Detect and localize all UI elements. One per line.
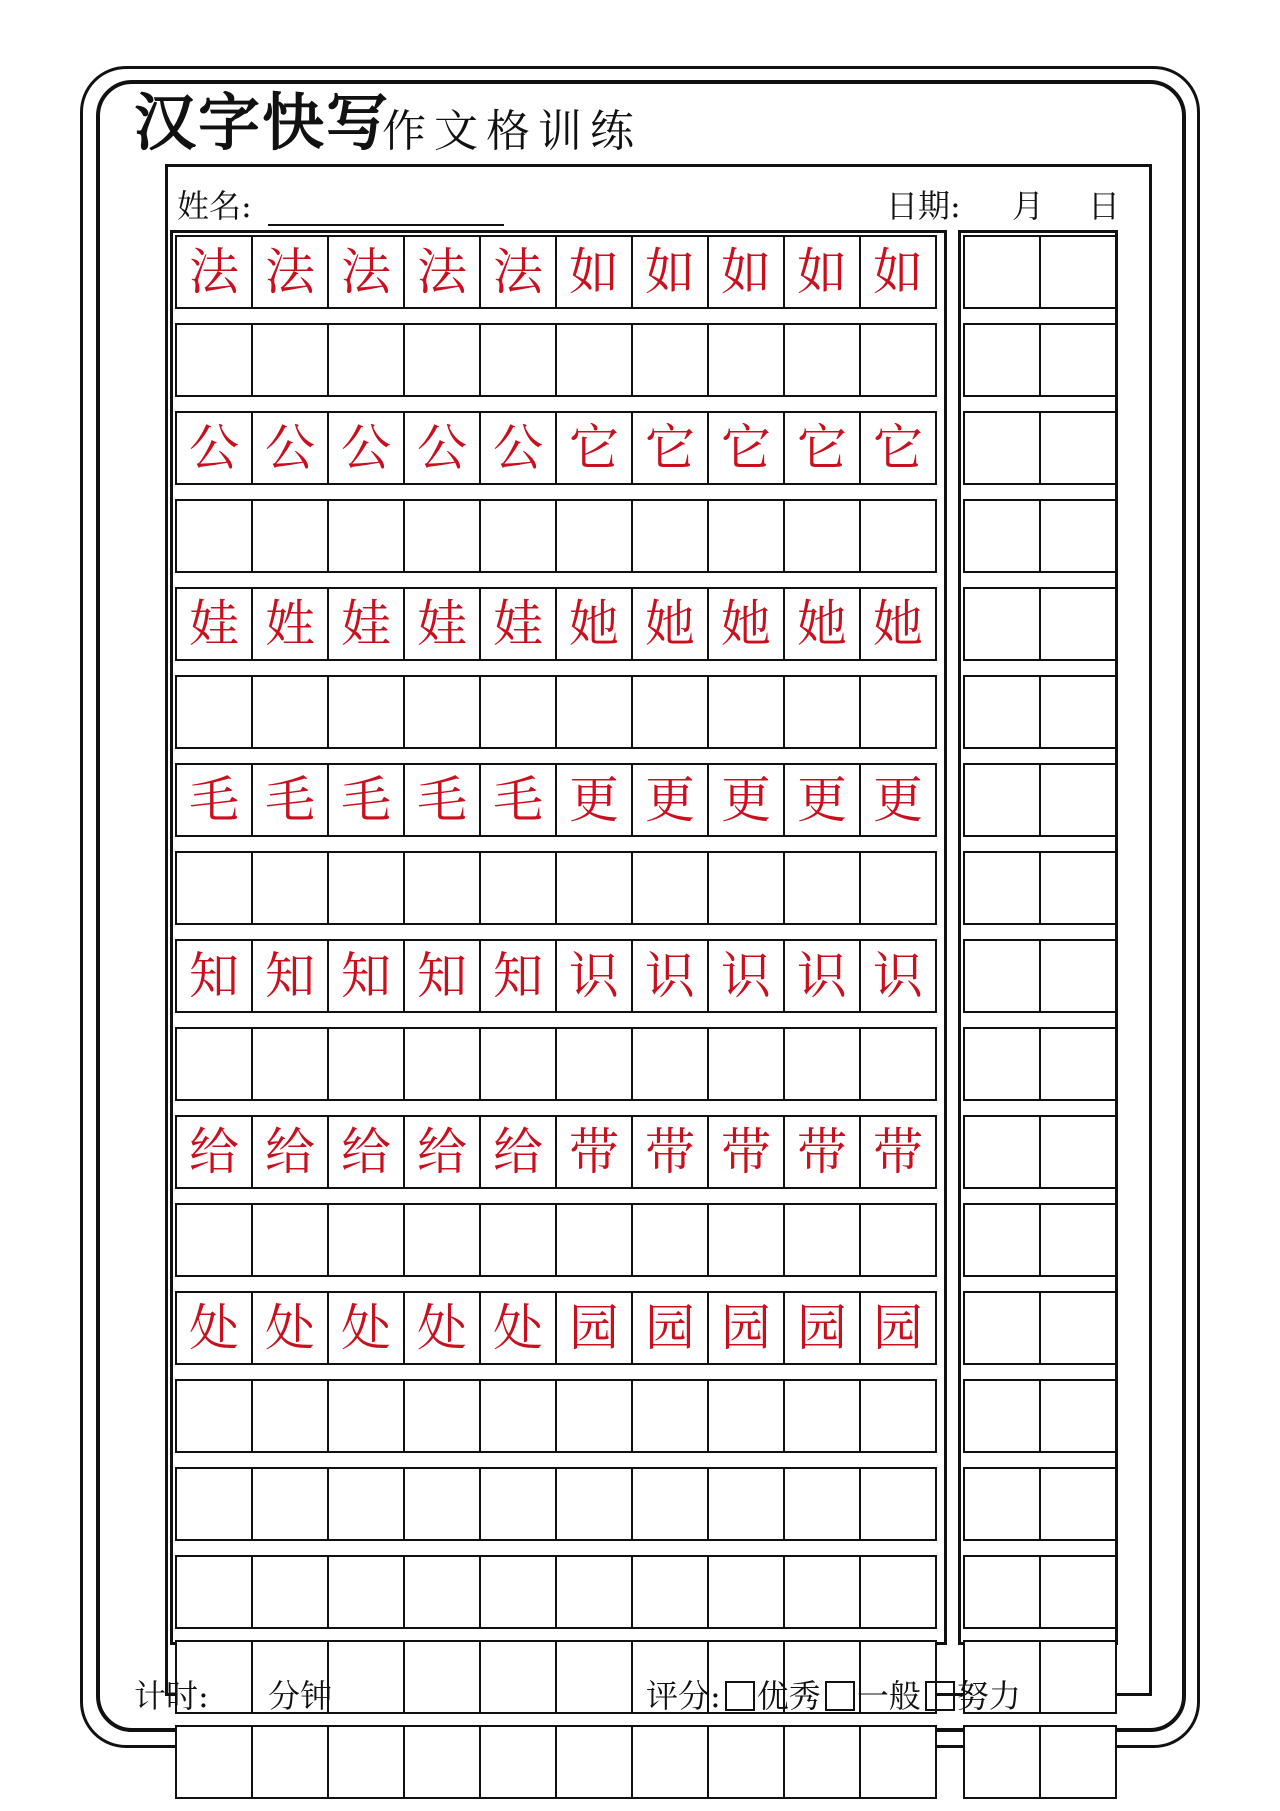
practice-char-cell: 法 [403, 235, 481, 309]
blank-writing-cell [327, 1725, 405, 1799]
practice-char-cell: 她 [783, 587, 861, 661]
blank-writing-cell [707, 1725, 785, 1799]
practice-char-cell: 更 [707, 763, 785, 837]
practice-char-cell: 如 [859, 235, 937, 309]
blank-writing-cell [631, 1555, 709, 1629]
blank-writing-cell [327, 1640, 405, 1714]
side-writing-cell [1039, 1291, 1117, 1365]
practice-char-cell: 处 [479, 1291, 557, 1365]
score-area [646, 1677, 1021, 1715]
practice-char-cell: 公 [403, 411, 481, 485]
blank-writing-cell [631, 1467, 709, 1541]
blank-writing-cell [859, 1203, 937, 1277]
side-writing-cell [963, 1555, 1041, 1629]
blank-writing-cell [859, 323, 937, 397]
blank-writing-cell [327, 1467, 405, 1541]
blank-writing-cell [479, 1640, 557, 1714]
practice-char-cell: 法 [175, 235, 253, 309]
blank-writing-cell [707, 499, 785, 573]
practice-char-cell: 识 [859, 939, 937, 1013]
side-writing-cell [963, 235, 1041, 309]
practice-char-cell: 娃 [479, 587, 557, 661]
side-writing-cell [963, 1115, 1041, 1189]
blank-writing-cell [707, 851, 785, 925]
practice-char-cell: 园 [707, 1291, 785, 1365]
practice-char-cell: 毛 [175, 763, 253, 837]
practice-char-cell: 识 [555, 939, 633, 1013]
practice-char-cell: 知 [251, 939, 329, 1013]
practice-char-cell: 公 [251, 411, 329, 485]
practice-char-cell: 娃 [327, 587, 405, 661]
blank-writing-cell [859, 1467, 937, 1541]
practice-char-cell: 姓 [251, 587, 329, 661]
practice-char-cell: 带 [631, 1115, 709, 1189]
practice-char-cell: 它 [859, 411, 937, 485]
blank-writing-cell [555, 1555, 633, 1629]
practice-char-cell: 娃 [175, 587, 253, 661]
blank-writing-cell [175, 1027, 253, 1101]
side-writing-cell [963, 499, 1041, 573]
blank-writing-cell [783, 323, 861, 397]
blank-writing-cell [479, 323, 557, 397]
blank-writing-cell [707, 1467, 785, 1541]
blank-writing-cell [859, 1555, 937, 1629]
blank-writing-cell [251, 1379, 329, 1453]
practice-char-cell: 如 [783, 235, 861, 309]
side-writing-cell [963, 323, 1041, 397]
practice-char-cell: 处 [251, 1291, 329, 1365]
side-writing-cell [963, 1291, 1041, 1365]
practice-char-cell: 带 [555, 1115, 633, 1189]
blank-writing-cell [783, 851, 861, 925]
blank-writing-cell [479, 1555, 557, 1629]
blank-writing-cell [707, 1379, 785, 1453]
blank-writing-cell [555, 675, 633, 749]
practice-char-cell: 知 [175, 939, 253, 1013]
worksheet-subtitle: 作文格训练 [382, 106, 642, 157]
score-checkbox-excellent[interactable] [725, 1681, 755, 1711]
side-writing-cell [1039, 411, 1117, 485]
side-writing-cell [1039, 1203, 1117, 1277]
practice-char-cell: 毛 [251, 763, 329, 837]
timer-label: 计时: [134, 1677, 209, 1715]
practice-char-cell: 知 [479, 939, 557, 1013]
blank-writing-cell [783, 675, 861, 749]
side-writing-cell [1039, 851, 1117, 925]
score-checkbox-effort[interactable] [925, 1681, 955, 1711]
practice-char-cell: 带 [783, 1115, 861, 1189]
blank-writing-cell [783, 1467, 861, 1541]
side-writing-cell [963, 1467, 1041, 1541]
practice-char-cell: 给 [403, 1115, 481, 1189]
blank-writing-cell [555, 1379, 633, 1453]
blank-writing-cell [251, 851, 329, 925]
practice-char-cell: 园 [555, 1291, 633, 1365]
blank-writing-cell [555, 1725, 633, 1799]
blank-writing-cell [175, 323, 253, 397]
score-option-average: 一般 [856, 1677, 921, 1715]
blank-writing-cell [403, 1640, 481, 1714]
blank-writing-cell [479, 1027, 557, 1101]
side-grid [958, 230, 1118, 1645]
blank-writing-cell [479, 499, 557, 573]
blank-writing-cell [859, 1027, 937, 1101]
blank-writing-cell [707, 1027, 785, 1101]
blank-writing-cell [327, 499, 405, 573]
blank-writing-cell [403, 1027, 481, 1101]
practice-char-cell: 法 [251, 235, 329, 309]
practice-char-cell: 识 [631, 939, 709, 1013]
practice-char-cell: 识 [783, 939, 861, 1013]
practice-char-cell: 识 [707, 939, 785, 1013]
blank-writing-cell [327, 1027, 405, 1101]
side-writing-cell [963, 763, 1041, 837]
score-checkbox-average[interactable] [825, 1681, 855, 1711]
practice-char-cell: 给 [251, 1115, 329, 1189]
blank-writing-cell [403, 1379, 481, 1453]
blank-writing-cell [555, 1203, 633, 1277]
practice-char-cell: 知 [403, 939, 481, 1013]
blank-writing-cell [479, 851, 557, 925]
score-label: 评分: [646, 1677, 721, 1715]
blank-writing-cell [175, 675, 253, 749]
blank-writing-cell [175, 1203, 253, 1277]
blank-writing-cell [859, 1725, 937, 1799]
blank-writing-cell [251, 1027, 329, 1101]
practice-char-cell: 它 [707, 411, 785, 485]
blank-writing-cell [175, 1725, 253, 1799]
practice-char-cell: 法 [327, 235, 405, 309]
practice-char-cell: 更 [859, 763, 937, 837]
blank-writing-cell [251, 323, 329, 397]
practice-char-cell: 她 [555, 587, 633, 661]
side-writing-cell [963, 675, 1041, 749]
side-writing-cell [1039, 763, 1117, 837]
blank-writing-cell [403, 323, 481, 397]
blank-writing-cell [783, 1379, 861, 1453]
blank-writing-cell [631, 851, 709, 925]
blank-writing-cell [403, 1467, 481, 1541]
side-writing-cell [1039, 1555, 1117, 1629]
practice-char-cell: 她 [707, 587, 785, 661]
score-option-excellent: 优秀 [756, 1677, 821, 1715]
blank-writing-cell [783, 1203, 861, 1277]
practice-char-cell: 公 [175, 411, 253, 485]
blank-writing-cell [403, 1555, 481, 1629]
blank-writing-cell [631, 1725, 709, 1799]
blank-writing-cell [175, 851, 253, 925]
practice-char-cell: 公 [479, 411, 557, 485]
name-field[interactable] [268, 224, 504, 226]
side-writing-cell [963, 1725, 1041, 1799]
practice-char-cell: 更 [555, 763, 633, 837]
side-writing-cell [1039, 499, 1117, 573]
side-writing-cell [1039, 1725, 1117, 1799]
practice-char-cell: 园 [859, 1291, 937, 1365]
blank-writing-cell [783, 1725, 861, 1799]
blank-writing-cell [327, 675, 405, 749]
practice-char-cell: 娃 [403, 587, 481, 661]
blank-writing-cell [707, 1555, 785, 1629]
blank-writing-cell [631, 675, 709, 749]
side-writing-cell [1039, 587, 1117, 661]
side-writing-cell [1039, 675, 1117, 749]
blank-writing-cell [555, 1640, 633, 1714]
blank-writing-cell [327, 851, 405, 925]
side-writing-cell [1039, 1027, 1117, 1101]
side-writing-cell [963, 411, 1041, 485]
side-writing-cell [1039, 235, 1117, 309]
side-writing-cell [963, 587, 1041, 661]
practice-char-cell: 公 [327, 411, 405, 485]
practice-char-cell: 更 [631, 763, 709, 837]
practice-char-cell: 她 [631, 587, 709, 661]
blank-writing-cell [479, 1725, 557, 1799]
practice-char-cell: 它 [555, 411, 633, 485]
practice-char-cell: 如 [631, 235, 709, 309]
blank-writing-cell [327, 323, 405, 397]
practice-grid [170, 230, 947, 1645]
blank-writing-cell [327, 1379, 405, 1453]
practice-char-cell: 园 [783, 1291, 861, 1365]
blank-writing-cell [707, 323, 785, 397]
blank-writing-cell [707, 1203, 785, 1277]
practice-char-cell: 如 [555, 235, 633, 309]
blank-writing-cell [403, 851, 481, 925]
side-writing-cell [963, 1203, 1041, 1277]
blank-writing-cell [403, 675, 481, 749]
blank-writing-cell [555, 851, 633, 925]
blank-writing-cell [859, 499, 937, 573]
side-writing-cell [1039, 323, 1117, 397]
practice-char-cell: 带 [859, 1115, 937, 1189]
side-writing-cell [1039, 1640, 1117, 1714]
blank-writing-cell [631, 1379, 709, 1453]
blank-writing-cell [555, 323, 633, 397]
blank-writing-cell [783, 499, 861, 573]
blank-writing-cell [859, 675, 937, 749]
blank-writing-cell [479, 675, 557, 749]
side-writing-cell [963, 1379, 1041, 1453]
blank-writing-cell [555, 1027, 633, 1101]
practice-char-cell: 它 [631, 411, 709, 485]
practice-char-cell: 法 [479, 235, 557, 309]
practice-char-cell: 处 [403, 1291, 481, 1365]
blank-writing-cell [783, 1555, 861, 1629]
practice-char-cell: 她 [859, 587, 937, 661]
blank-writing-cell [859, 851, 937, 925]
blank-writing-cell [251, 1203, 329, 1277]
blank-writing-cell [251, 1555, 329, 1629]
blank-writing-cell [479, 1467, 557, 1541]
blank-writing-cell [175, 499, 253, 573]
blank-writing-cell [631, 323, 709, 397]
blank-writing-cell [631, 1027, 709, 1101]
blank-writing-cell [251, 675, 329, 749]
blank-writing-cell [783, 1027, 861, 1101]
worksheet-title: 汉字快写 [134, 86, 391, 159]
side-writing-cell [1039, 1467, 1117, 1541]
practice-char-cell: 处 [327, 1291, 405, 1365]
blank-writing-cell [175, 1379, 253, 1453]
practice-char-cell: 毛 [327, 763, 405, 837]
blank-writing-cell [555, 1467, 633, 1541]
practice-char-cell: 如 [707, 235, 785, 309]
day-label: 日 [1088, 187, 1121, 225]
blank-writing-cell [479, 1379, 557, 1453]
score-option-effort: 努力 [956, 1677, 1021, 1715]
blank-writing-cell [327, 1555, 405, 1629]
side-writing-cell [963, 939, 1041, 1013]
side-writing-cell [963, 851, 1041, 925]
minutes-label: 分钟 [268, 1677, 333, 1715]
practice-char-cell: 给 [175, 1115, 253, 1189]
blank-writing-cell [479, 1203, 557, 1277]
blank-writing-cell [327, 1203, 405, 1277]
practice-char-cell: 它 [783, 411, 861, 485]
blank-writing-cell [859, 1379, 937, 1453]
blank-writing-cell [631, 499, 709, 573]
practice-char-cell: 处 [175, 1291, 253, 1365]
side-writing-cell [1039, 939, 1117, 1013]
blank-writing-cell [403, 1725, 481, 1799]
blank-writing-cell [251, 1725, 329, 1799]
blank-writing-cell [175, 1467, 253, 1541]
blank-writing-cell [707, 675, 785, 749]
blank-writing-cell [251, 499, 329, 573]
blank-writing-cell [251, 1467, 329, 1541]
month-label: 月 [1012, 187, 1045, 225]
practice-char-cell: 园 [631, 1291, 709, 1365]
blank-writing-cell [403, 1203, 481, 1277]
blank-writing-cell [631, 1203, 709, 1277]
blank-writing-cell [403, 499, 481, 573]
blank-writing-cell [555, 499, 633, 573]
practice-char-cell: 毛 [403, 763, 481, 837]
practice-char-cell: 毛 [479, 763, 557, 837]
blank-writing-cell [175, 1555, 253, 1629]
date-label: 日期: [886, 187, 961, 225]
practice-char-cell: 给 [479, 1115, 557, 1189]
practice-char-cell: 更 [783, 763, 861, 837]
side-writing-cell [1039, 1115, 1117, 1189]
side-writing-cell [1039, 1379, 1117, 1453]
practice-char-cell: 知 [327, 939, 405, 1013]
name-label: 姓名: [177, 187, 252, 225]
practice-char-cell: 给 [327, 1115, 405, 1189]
practice-char-cell: 带 [707, 1115, 785, 1189]
side-writing-cell [963, 1027, 1041, 1101]
